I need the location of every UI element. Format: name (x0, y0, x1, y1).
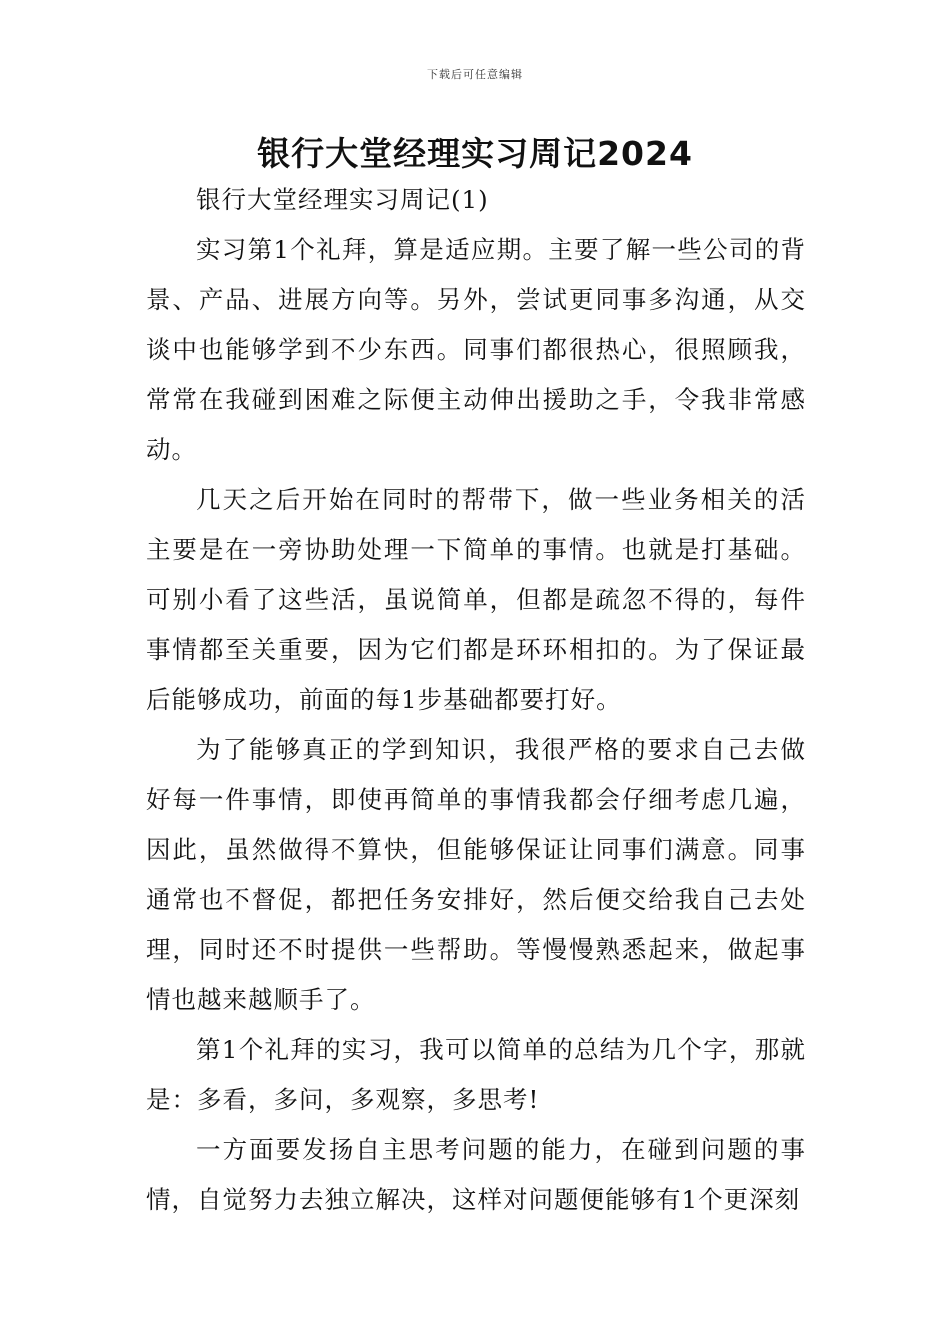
document-title: 银行大堂经理实习周记2024 (257, 134, 693, 173)
body-paragraph: 为了能够真正的学到知识，我很严格的要求自己去做好每一件事情，即使再简单的事情我都会仔细考虑几遍，因此，虽然做得不算快，但能够保证让同事们满意。同事通常也不督促，都把任务安排好，然后便交给我自己去处理，同时还不时提供一些帮助。等慢慢熟悉起来，做起事情也越来越顺手了。 (146, 735, 806, 1014)
header-note: 下载后可任意编辑 (427, 68, 523, 81)
body-paragraph: 实习第1个礼拜，算是适应期。主要了解一些公司的背景、产品、进展方向等。另外，尝试更同事多沟通，从交谈中也能够学到不少东西。同事们都很热心，很照顾我，常常在我碰到困难之际便主动伸出援助之手，令我非常感动。 (146, 235, 806, 464)
body-paragraph: 一方面要发扬自主思考问题的能力，在碰到问题的事情，自觉努力去独立解决，这样对问题便能够有1个更深刻 (146, 1135, 806, 1214)
subtitle-paragraph: 银行大堂经理实习周记(1) (196, 185, 489, 214)
document-body (146, 175, 806, 1225)
body-paragraph: 第1个礼拜的实习，我可以简单的总结为几个字，那就是：多看，多问，多观察，多思考! (146, 1035, 806, 1114)
body-paragraph: 几天之后开始在同时的帮带下，做一些业务相关的活主要是在一旁协助处理一下简单的事情。也就是打基础。可别小看了这些活，虽说简单，但都是疏忽不得的，每件事情都至关重要，因为它们都是环环相扣的。为了保证最后能够成功，前面的每1步基础都要打好。 (146, 485, 806, 714)
